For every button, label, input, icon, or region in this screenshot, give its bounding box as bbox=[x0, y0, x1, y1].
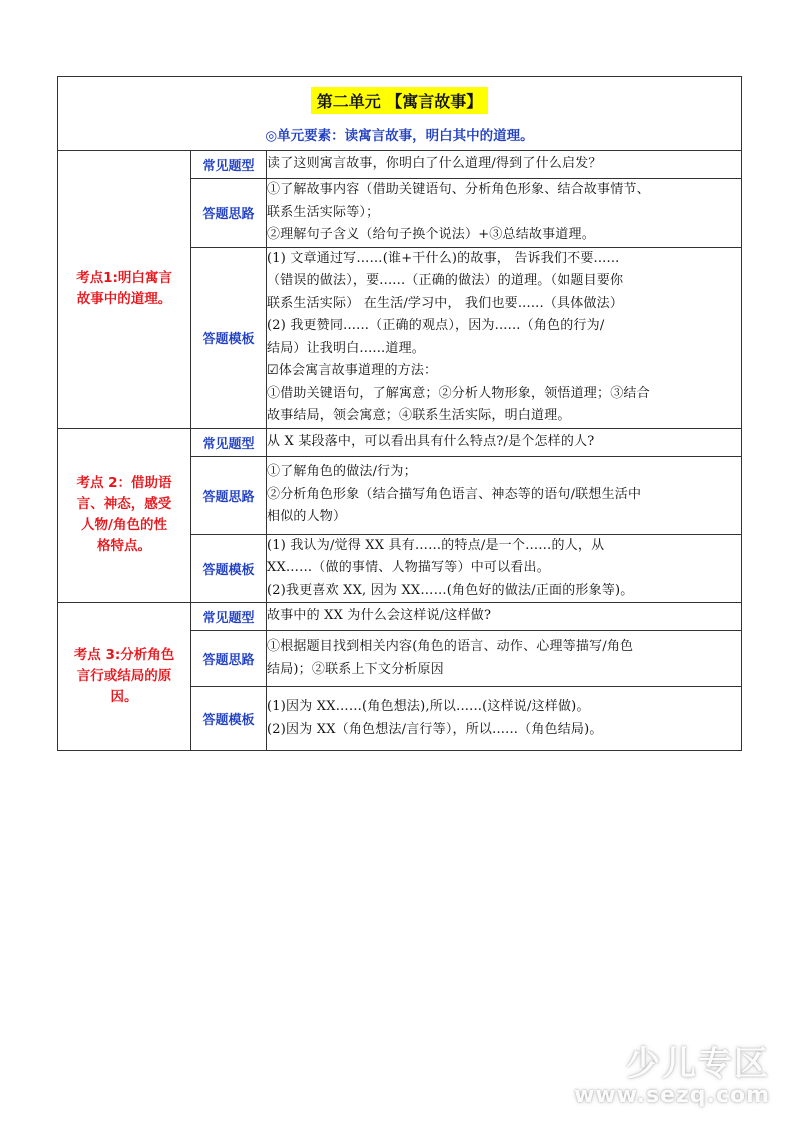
exam-point-line: 格特点。 bbox=[97, 538, 151, 555]
exam-point-line: 言、神态，感受 bbox=[76, 496, 172, 513]
content-line: 故事结局，领会寓意；④联系生活实际，明白道理。 bbox=[267, 408, 571, 423]
content-line: ①根据题目找到相关内容(角色的语言、动作、心理等描写/角色 bbox=[267, 639, 634, 654]
table-row bbox=[58, 151, 742, 179]
row-content bbox=[267, 687, 742, 751]
row-content bbox=[267, 456, 742, 534]
exam-point bbox=[58, 428, 191, 603]
exam-point-line: 考点 2：借助语 bbox=[76, 475, 172, 492]
table-row bbox=[58, 603, 742, 631]
content-line: (2)我更喜欢 XX, 因为 XX……(角色好的做法/正面的形象等)。 bbox=[267, 582, 634, 598]
content-line: (2)因为 XX（角色想法/言行等），所以......（角色结局)。 bbox=[267, 721, 603, 737]
exam-point-line: 考点 3:分析角色 bbox=[73, 647, 175, 663]
exam-point-line: 故事中的道理。 bbox=[76, 291, 172, 308]
content-line: (1) 我认为/觉得 XX 具有……的特点/是一个……的人，从 bbox=[267, 537, 605, 553]
row-content bbox=[267, 247, 742, 428]
content-line: (1) 文章通过写……(谁+干什么)的故事， 告诉我们不要...... bbox=[267, 250, 620, 266]
content-line: （错误的做法），要......（正确的做法）的道理。（如题目要你 bbox=[267, 273, 624, 288]
table-row bbox=[58, 428, 742, 456]
row-label: 答题思路 bbox=[191, 179, 267, 248]
exam-point-line: 因。 bbox=[110, 689, 138, 705]
row-label: 常见题型 bbox=[191, 603, 267, 631]
content-line: 读了这则寓言故事，你明白了什么道理/得到了什么启发？ bbox=[267, 156, 602, 172]
content-line: 联系生活实际） 在生活/学习中， 我们也要......（具体做法） bbox=[267, 295, 624, 311]
content-line: ②分析角色形象（结合描写角色语言、神态等的语句/联想生活中 bbox=[267, 486, 642, 502]
watermark-name: 少儿专区 bbox=[626, 1044, 770, 1084]
unit-element: ◎单元要素：读寓言故事，明白其中的道理。 bbox=[265, 128, 534, 144]
row-label: 答题模板 bbox=[191, 687, 267, 751]
unit-title: 第二单元 【寓言故事】 bbox=[311, 87, 489, 114]
row-content bbox=[267, 179, 742, 248]
row-content bbox=[267, 428, 742, 456]
exam-point-line: 考点1:明白寓言 bbox=[76, 270, 172, 287]
row-label: 答题模板 bbox=[191, 247, 267, 428]
table-header bbox=[58, 77, 742, 151]
row-content bbox=[267, 534, 742, 603]
row-label: 答题模板 bbox=[191, 534, 267, 603]
content-line: 故事中的 XX 为什么会这样说/这样做? bbox=[267, 608, 492, 624]
watermark bbox=[574, 1036, 770, 1108]
exam-point-line: 人物/角色的性 bbox=[81, 517, 167, 534]
row-label: 答题思路 bbox=[191, 631, 267, 687]
study-guide-table bbox=[57, 76, 742, 751]
exam-point-line: 言行或结局的原 bbox=[76, 668, 172, 684]
content-line: (2) 我更赞同......（正确的观点），因为......（角色的行为/ bbox=[267, 318, 605, 333]
content-line: ②理解句子含义（给句子换个说法）+③总结故事道理。 bbox=[267, 227, 595, 242]
content-line: 结局）让我明白......道理。 bbox=[267, 340, 425, 356]
row-label: 常见题型 bbox=[191, 428, 267, 456]
content-line: 从 X 某段落中，可以看出具有什么特点?/是个怎样的人? bbox=[267, 433, 595, 449]
row-content bbox=[267, 631, 742, 687]
row-content bbox=[267, 603, 742, 631]
content-line: ①了解角色的做法/行为； bbox=[267, 464, 417, 480]
row-content bbox=[267, 151, 742, 179]
content-line: ①借助关键语句，了解寓意；②分析人物形象，领悟道理；③结合 bbox=[267, 385, 650, 401]
content-line: ☑体会寓言故事道理的方法： bbox=[267, 363, 438, 378]
content-line: (1)因为 XX……(角色想法),所以......(这样说/这样做)。 bbox=[267, 699, 590, 714]
row-label: 常见题型 bbox=[191, 151, 267, 179]
content-line: 结局)；②联系上下文分析原因 bbox=[267, 661, 444, 677]
content-line: XX……（做的事情、人物描写等）中可以看出。 bbox=[267, 560, 550, 575]
watermark-url: www.sezq.com bbox=[574, 1083, 770, 1108]
content-line: 联系生活实际等）； bbox=[267, 204, 380, 220]
exam-point bbox=[58, 603, 191, 751]
content-line: 相似的人物） bbox=[267, 509, 347, 525]
content-line: ①了解故事内容（借助关键语句、分析角色形象、结合故事情节、 bbox=[267, 182, 650, 197]
row-label: 答题思路 bbox=[191, 456, 267, 534]
exam-point bbox=[58, 151, 191, 429]
